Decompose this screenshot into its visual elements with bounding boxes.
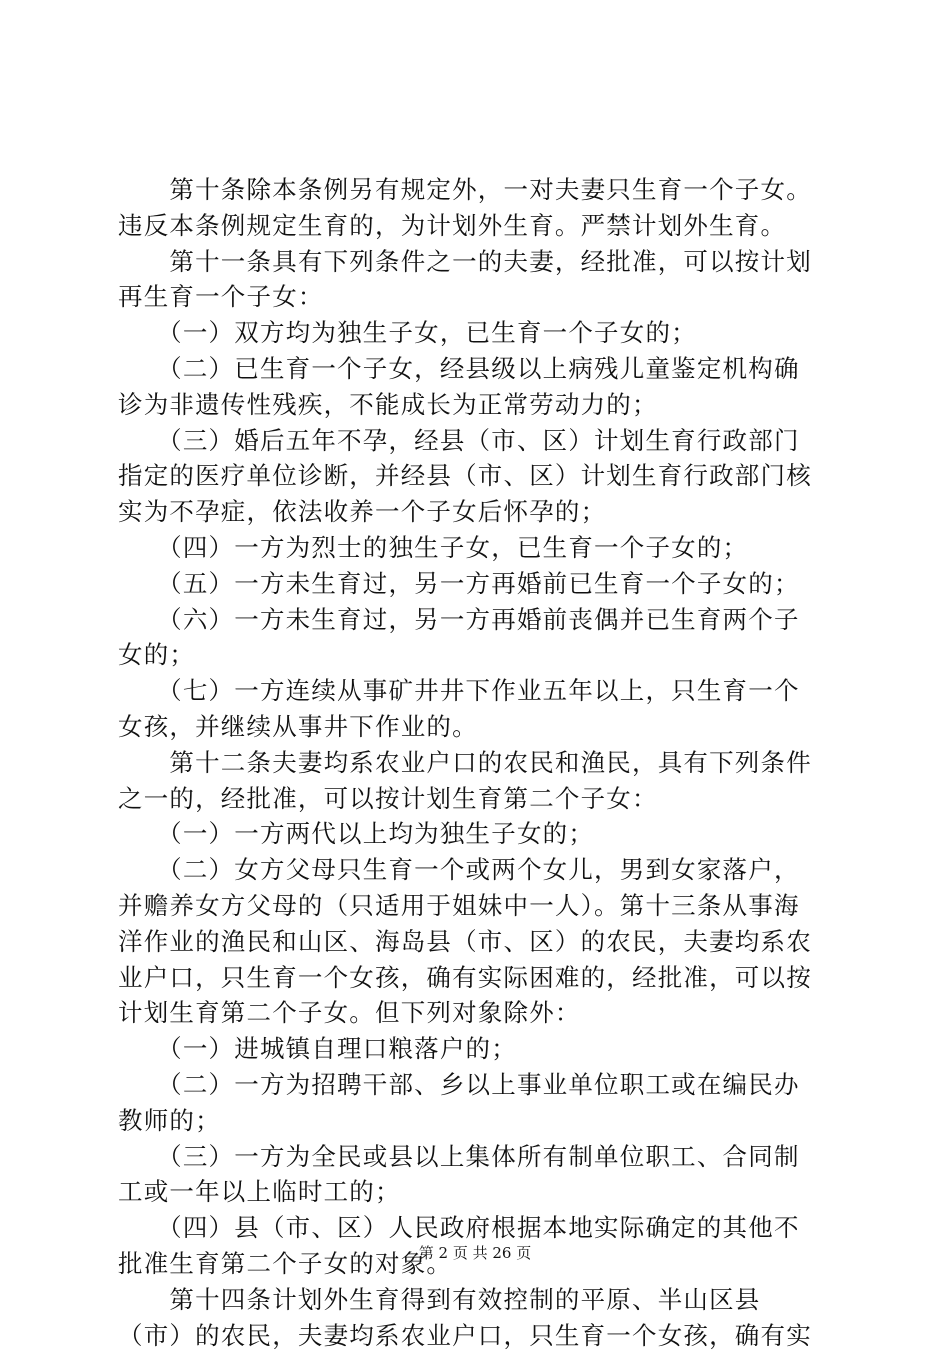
text-line: （七）一方连续从事矿井井下作业五年以上，只生育一个 — [118, 673, 838, 709]
text-line: （一）双方均为独生子女，已生育一个子女的； — [118, 315, 838, 351]
text-line: 第十四条计划外生育得到有效控制的平原、半山区县 — [118, 1282, 838, 1318]
text-line: 教师的； — [118, 1103, 838, 1139]
text-line: （二）一方为招聘干部、乡以上事业单位职工或在编民办 — [118, 1067, 838, 1103]
text-line: （二）女方父母只生育一个或两个女儿，男到女家落户， — [118, 852, 838, 888]
text-line: 批准生育第二个子女的对象。 — [118, 1246, 838, 1282]
text-line: 指定的医疗单位诊断，并经县（市、区）计划生育行政部门核 — [118, 458, 838, 494]
text-line: 第十条除本条例另有规定外，一对夫妻只生育一个子女。 — [118, 172, 838, 208]
body-text — [118, 172, 838, 1353]
text-line: （一）一方两代以上均为独生子女的； — [118, 816, 838, 852]
text-line: 业户口，只生育一个女孩，确有实际困难的，经批准，可以按 — [118, 960, 838, 996]
text-line: 并赡养女方父母的（只适用于姐妹中一人）。第十三条从事海 — [118, 888, 838, 924]
text-line: （三）婚后五年不孕，经县（市、区）计划生育行政部门 — [118, 423, 838, 459]
text-line: （一）进城镇自理口粮落户的； — [118, 1031, 838, 1067]
text-line: 第十一条具有下列条件之一的夫妻，经批准，可以按计划 — [118, 244, 838, 280]
text-line: （市）的农民，夫妻均系农业户口，只生育一个女孩，确有实 — [118, 1318, 838, 1353]
text-line: 洋作业的渔民和山区、海岛县（市、区）的农民，夫妻均系农 — [118, 924, 838, 960]
text-line: （四）县（市、区）人民政府根据本地实际确定的其他不 — [118, 1210, 838, 1246]
text-line: 诊为非遗传性残疾，不能成长为正常劳动力的； — [118, 387, 838, 423]
text-line: （二）已生育一个子女，经县级以上病残儿童鉴定机构确 — [118, 351, 838, 387]
text-line: （三）一方为全民或县以上集体所有制单位职工、合同制 — [118, 1139, 838, 1175]
text-line: （六）一方未生育过，另一方再婚前丧偶并已生育两个子 — [118, 602, 838, 638]
text-line: 工或一年以上临时工的； — [118, 1174, 838, 1210]
text-line: 实为不孕症，依法收养一个子女后怀孕的； — [118, 494, 838, 530]
text-line: 之一的，经批准，可以按计划生育第二个子女： — [118, 781, 838, 817]
text-line: （五）一方未生育过，另一方再婚前已生育一个子女的； — [118, 566, 838, 602]
text-line: 计划生育第二个子女。但下列对象除外： — [118, 995, 838, 1031]
text-line: 女的； — [118, 637, 838, 673]
text-line: 再生育一个子女： — [118, 279, 838, 315]
text-line: 女孩，并继续从事井下作业的。 — [118, 709, 838, 745]
text-line: 违反本条例规定生育的，为计划外生育。严禁计划外生育。 — [118, 208, 838, 244]
text-line: 第十二条夫妻均系农业户口的农民和渔民，具有下列条件 — [118, 745, 838, 781]
page-number-footer: 第 2 页 共 26 页 — [0, 1243, 950, 1263]
text-line: （四）一方为烈士的独生子女，已生育一个子女的； — [118, 530, 838, 566]
